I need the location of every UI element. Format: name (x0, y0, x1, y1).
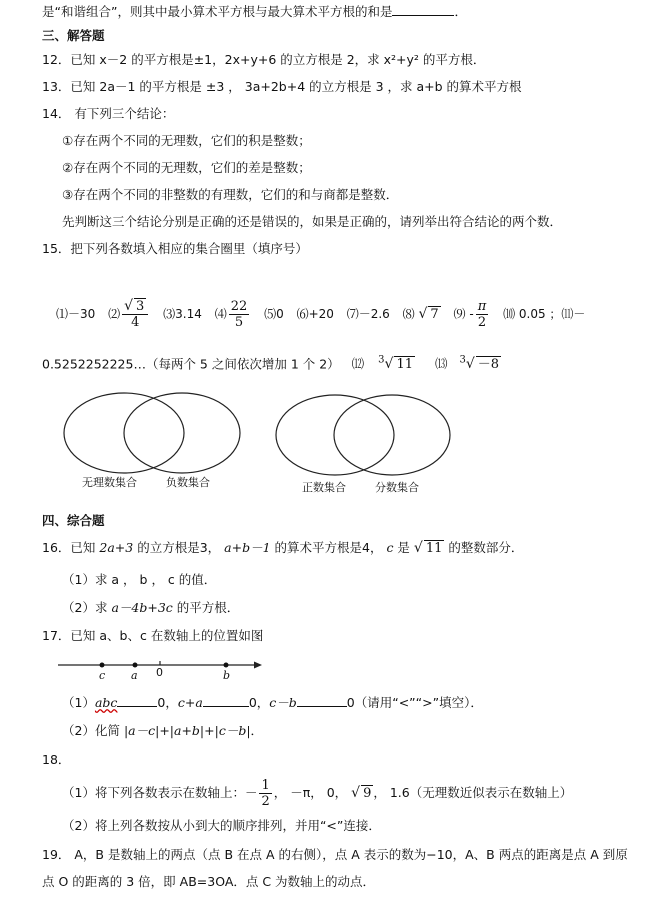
blank-cb[interactable] (297, 694, 347, 707)
section-heading-4: 四、综合题 (42, 513, 105, 528)
q14-conclusion-2: ②存在两个不同的无理数，它们的差是整数； (62, 160, 311, 175)
q18-part-2: （2）将上列各数按从小到大的顺序排列，并用“<”连接． (62, 818, 381, 833)
point-c (100, 663, 105, 668)
label-a: a (131, 669, 138, 682)
q14-instruction: 先判断这三个结论分别是正确的还是错误的，如果是正确的，请列举出符合结论的两个数． (62, 214, 563, 229)
question-19-line-2: 点 O 的距离的 3 倍，即 AB=3OA．点 C 为数轴上的动点． (42, 874, 376, 889)
q18-part-1: （1）将下列各数表示在数轴上：－ $\frac{1}{2}$ ， －π， 0， √ 9 ， 1.6（无理数近似表示在数轴上） (62, 778, 573, 809)
set-circle-negative[interactable] (124, 393, 240, 473)
set-label-positive: 正数集合 (302, 481, 346, 494)
point-a (133, 663, 138, 668)
q17-part-2: （2）化简 |a－c|+|a+b|+|c－b|． (62, 723, 264, 738)
set-label-negative: 负数集合 (166, 476, 210, 489)
blank-ca[interactable] (203, 694, 249, 707)
q15-set-diagrams (0, 385, 664, 505)
label-zero: 0 (156, 666, 163, 679)
q15-number-list-cont: 0.5252252225…（每两个 5 之间依次增加 1 个 2） ⑿ $^3$√ 11 ⒀ $^3$√ －8 (42, 355, 500, 373)
question-19-line-1: 19． A，B 是数轴上的两点（点 B 在点 A 的右侧），点 A 表示的数为−10，A、B 两点的距离是点 A 到原 (42, 847, 628, 862)
question-13: 13．已知 2a－1 的平方根是 ±3 ， 3a+2b+4 的立方根是 3 ，求 a+b 的算术平方根 (42, 79, 522, 94)
set-label-irrational: 无理数集合 (82, 476, 137, 489)
blank-abc[interactable] (117, 694, 157, 707)
label-b: b (223, 669, 231, 682)
q16-part-1: （1）求 a ， b ， c 的值． (62, 572, 217, 587)
section-heading-3: 三、解答题 (42, 28, 105, 43)
question-17-stem: 17．已知 a、b、c 在数轴上的位置如图 (42, 628, 264, 643)
question-14-stem: 14． 有下列三个结论： (42, 106, 175, 121)
question-16-stem: 16．已知 2a+3 的立方根是3， a+b－1 的算术平方根是4， c 是 √ 11 的整数部分． (42, 540, 524, 556)
set-circle-fraction[interactable] (334, 395, 450, 475)
q16-part-2: （2）求 a－4b+3c 的平方根． (62, 600, 240, 615)
q15-number-list: ⑴－30 ⑵ $\frac{√ 3}{4}$ ⑶3.14 ⑷ $\frac{22}{5}$ ⑸0 ⑹+20 ⑺－2.6 ⑻ √ 7 ⑼ - $\frac{\pi}{2}$ ⑽ 0.05 ；⑾－ (56, 298, 586, 330)
question-15-stem: 15．把下列各数填入相应的集合圈里（填序号） (42, 241, 308, 256)
set-circle-positive[interactable] (276, 395, 394, 475)
set-label-fraction: 分数集合 (375, 481, 419, 494)
point-b (224, 663, 229, 668)
question-18-stem: 18． (42, 752, 71, 767)
q14-conclusion-3: ③存在两个不同的非整数的有理数，它们的和与商都是整数． (62, 187, 399, 202)
q17-part-1: （1）abc 0，c+a 0，c－b 0（请用“<”“>”填空）． (62, 695, 483, 710)
label-c: c (99, 669, 106, 682)
q17-number-line (0, 652, 664, 692)
arrow-icon (254, 662, 262, 669)
answer-blank[interactable] (392, 3, 454, 16)
q11-tail: 是“和谐组合”，则其中最小算术平方根与最大算术平方根的和是 ． (42, 4, 467, 19)
q14-conclusion-1: ①存在两个不同的无理数，它们的积是整数； (62, 133, 311, 148)
question-12: 12．已知 x－2 的平方根是±1，2x+y+6 的立方根是 2，求 x²+y² 的平方根． (42, 52, 486, 67)
